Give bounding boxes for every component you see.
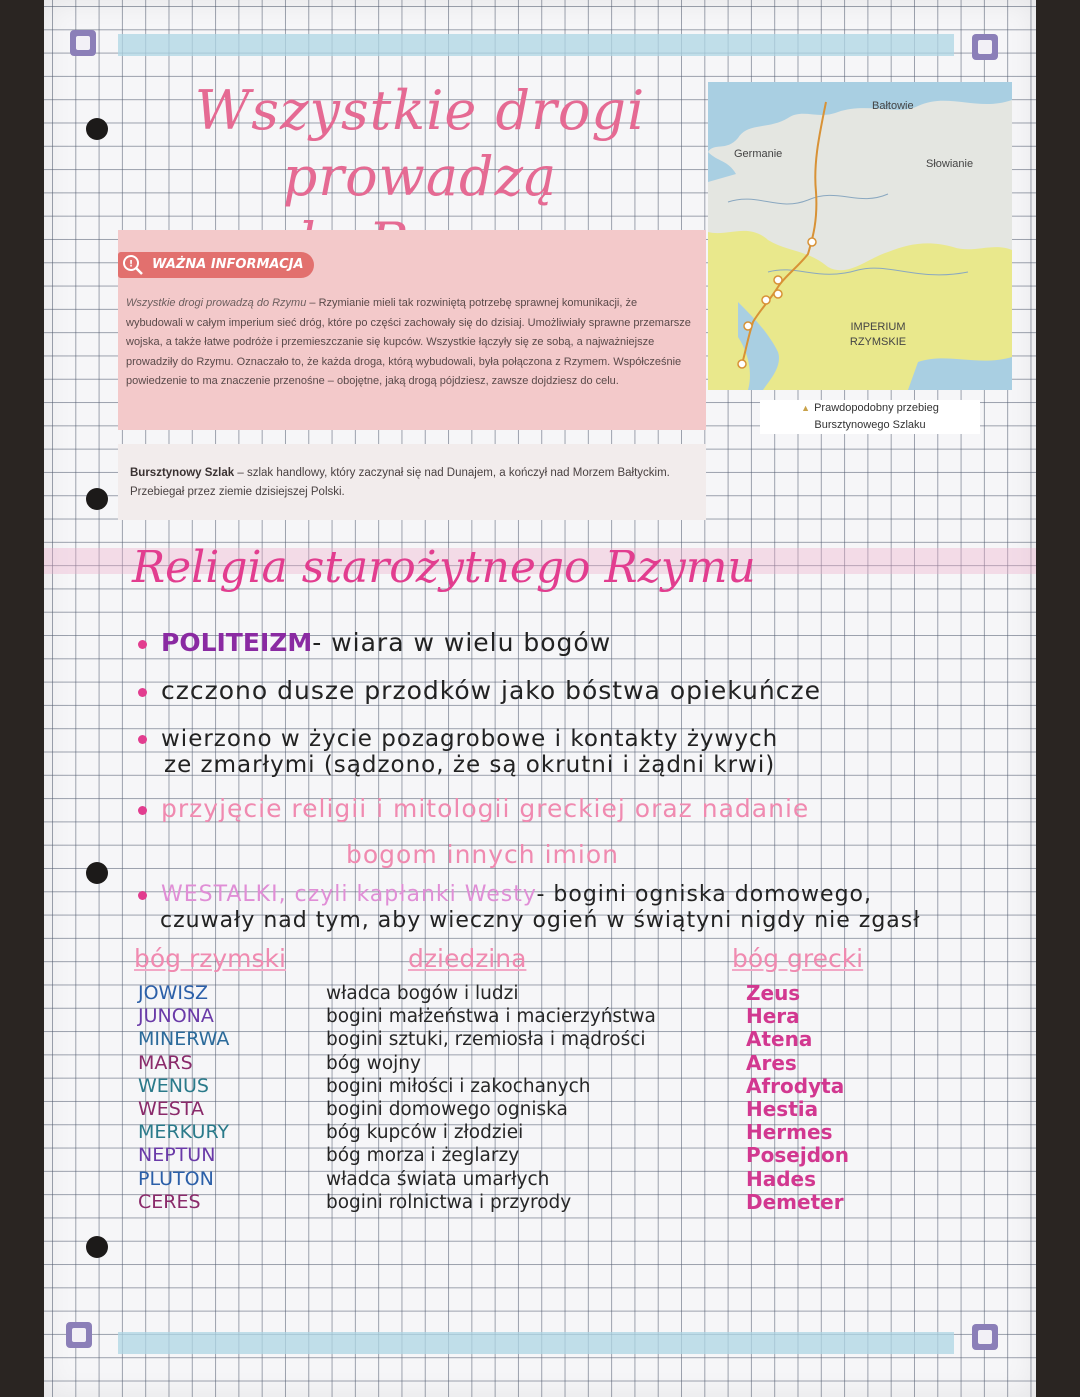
corner-marker-top-right	[972, 34, 998, 60]
roman-god: JUNONA	[138, 1005, 214, 1028]
column-header-roman-god: bóg rzymski	[134, 944, 286, 973]
roman-god: WENUS	[138, 1074, 209, 1097]
roman-god: WESTA	[138, 1097, 204, 1120]
map-label-baltowie: Bałtowie	[872, 100, 914, 112]
bullet-text: wierzono w życie pozagrobowe i kontakty żywych	[161, 726, 779, 752]
amber-route-text	[130, 464, 698, 502]
bullet-text: przyjęcie religii i mitologii greckiej oraz nadanie	[161, 794, 810, 823]
bullet-greek-religion	[138, 794, 809, 823]
binder-hole-3	[86, 862, 108, 884]
bullet-afterlife	[138, 726, 778, 752]
bullet-text: czczono dusze przodków jako bóstwa opiekuńcze	[161, 676, 821, 705]
bullet-dot	[138, 806, 147, 815]
amber-route-body: – szlak handlowy, który zaczynał się nad Dunajem, a kończył nad Morzem Bałtyckim. Przebiegał przez ziemie dzisiejszej Polski.	[130, 467, 670, 498]
bullet-dot	[138, 735, 147, 744]
column-domains	[326, 982, 656, 1214]
section-title-religion: Religia starożytnego Rzymu	[132, 542, 756, 593]
god-domain: władca bogów i ludzi	[326, 983, 519, 1004]
greek-god: Hestia	[746, 1096, 819, 1121]
bullet-afterlife-line2: ze zmarłymi (sądzono, że są okrutni i żądni krwi)	[164, 752, 776, 778]
binder-hole-2	[86, 488, 108, 510]
info-text	[126, 294, 696, 392]
greek-god: Hera	[746, 1004, 800, 1029]
roman-god: JOWISZ	[138, 982, 209, 1004]
roman-god: NEPTUN	[138, 1144, 216, 1167]
corner-marker-bottom-left	[66, 1322, 92, 1348]
greek-god: Zeus	[746, 981, 801, 1005]
amber-route-term: Bursztynowy Szlak	[130, 467, 235, 479]
greek-god: Ares	[746, 1050, 797, 1075]
corner-marker-bottom-right	[972, 1324, 998, 1350]
god-domain: bóg kupców i złodziei	[326, 1122, 524, 1144]
god-domain: bogini domowego ogniska	[326, 1098, 568, 1120]
column-greek-gods	[746, 982, 849, 1214]
map-label-germanie: Germanie	[734, 148, 783, 160]
top-band	[118, 34, 954, 56]
bullet-text: - bogini ogniska domowego,	[536, 882, 872, 907]
bullet-text: - wiara w wielu bogów	[312, 628, 612, 657]
god-domain: bogini rolnictwa i przyrody	[326, 1191, 572, 1213]
binder-hole-4	[86, 1236, 108, 1258]
bullet-dot	[138, 891, 147, 900]
god-domain: bóg morza i żeglarzy	[326, 1145, 520, 1167]
greek-god: Demeter	[746, 1189, 844, 1214]
greek-god: Atena	[746, 1027, 813, 1052]
roman-god: MINERWA	[138, 1028, 230, 1051]
bullet-ancestors	[138, 676, 821, 705]
god-domain: bogini sztuki, rzemiosła i mądrości	[326, 1029, 646, 1051]
greek-god: Posejdon	[746, 1143, 850, 1168]
bullet-vestals-line2: czuwały nad tym, aby wieczny ogień w świątyni nigdy nie zgasł	[160, 908, 921, 933]
info-body: – Rzymianie mieli tak rozwiniętą potrzebę sprawnej komunikacji, że wybudowali w całym imperium sieć dróg, które po części zachowały się do dzisiaj. Umożliwiały sprawne przemarsze wojska, a także łatwe podróże i przemieszczanie się kupców. Wszystkie łączyły się ze sobą, a najważniejsze prowadziły do Rzymu. Oznaczało to, że każda droga, którą wybudowali, była połączona z Rzymem. Współcześnie powiedzenie to ma znaczenie przenośne – obojętne, jaką drogą pójdziesz, zawsze dojdziesz do celu.	[126, 297, 691, 387]
info-magnifier-icon	[122, 254, 144, 276]
greek-god: Hermes	[746, 1120, 833, 1145]
bullet-dot	[138, 688, 147, 697]
bullet-term: WESTALKI, czyli kapłanki Westy	[161, 882, 537, 907]
column-header-greek-god: bóg grecki	[732, 944, 864, 973]
roman-god: PLUTON	[138, 1167, 214, 1190]
greek-god: Afrodyta	[746, 1073, 845, 1098]
bullet-term: POLITEIZM	[161, 628, 313, 657]
map-label-slowianie: Słowianie	[926, 158, 974, 170]
roman-god: MARS	[138, 1051, 193, 1074]
bullet-vestals	[138, 882, 872, 907]
bullet-polytheism	[138, 628, 611, 657]
god-domain: bóg wojny	[326, 1052, 421, 1074]
bullet-greek-religion-line2: bogom innych imion	[346, 840, 619, 869]
bottom-band	[118, 1332, 954, 1354]
god-domain: władca świata umarłych	[326, 1168, 550, 1190]
caption-triangle-icon: ▲	[801, 403, 811, 413]
roman-god: CERES	[138, 1190, 201, 1213]
column-header-domain: dziedzina	[408, 944, 527, 973]
god-domain: bogini małżeństwa i macierzyństwa	[326, 1006, 656, 1028]
roman-god: MERKURY	[138, 1121, 230, 1144]
corner-marker-top-left	[70, 30, 96, 56]
info-lead: Wszystkie drogi prowadzą do Rzymu	[126, 297, 307, 309]
amber-route-map	[708, 82, 1012, 390]
bullet-dot	[138, 640, 147, 649]
info-header: WAŻNA INFORMACJA	[118, 252, 314, 278]
greek-god: Hades	[746, 1166, 817, 1191]
binder-hole-1	[86, 118, 108, 140]
map-caption: ▲ Prawdopodobny przebieg Bursztynowego Szlaku	[760, 400, 980, 434]
column-roman-gods	[138, 982, 229, 1214]
map-label-imperium: IMPERIUM RZYMSKIE	[849, 321, 907, 348]
title-line-1: Wszystkie drogi prowadzą	[194, 79, 646, 208]
svg-text:!: !	[128, 259, 134, 270]
god-domain: bogini miłości i zakochanych	[326, 1075, 591, 1097]
